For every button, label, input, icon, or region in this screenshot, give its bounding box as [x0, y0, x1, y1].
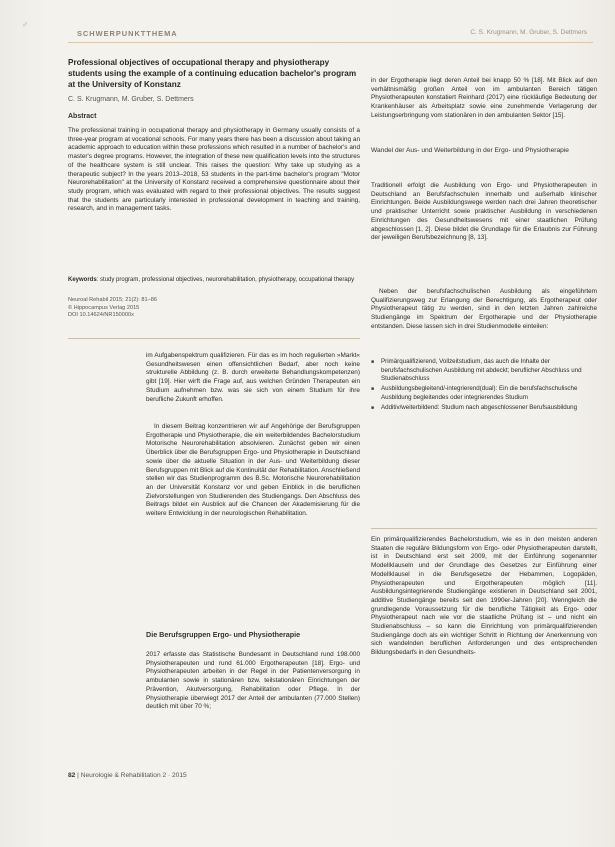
meta-line: DOI 10.14624/NR150000x: [68, 312, 134, 319]
meta-line: © Hippocampus Verlag 2015: [68, 304, 140, 311]
keywords-label: Keywords: [68, 277, 97, 283]
meta-line: Neuroal Rehabil 2015; 21(2): 81–86: [68, 297, 157, 303]
list-item: ■ Additiv/weiterbildend: Studium nach abgeschlossener Berufsausbildung: [371, 404, 597, 413]
journal-name: Neurologie & Rehabilitation 2 · 2015: [80, 772, 187, 779]
study-models-list: [371, 358, 597, 413]
right-paragraph-2: Traditionell erfolgt die Ausbildung von Ergo- und Physiotherapeuten in Deutschland an Berufsfachschulen innerhalb und außerhalb klinischer Einrichtungen. Beide Ausbildungswege werden nach drei Jahren theoretischer und praktischer Unterricht sowie praktischer Ausbildung in verschiedenen Einrichtungen des Gesundheitswesens mit einer staatlichen Prüfung abgeschlossen [1, 2]. Diese bildet die Grundlage für die Erlaubnis zur Führung der jeweiligen Berufsbezeichnung [8, 13].: [371, 182, 597, 242]
section-label: SCHWERPUNKTTHEMA: [77, 29, 178, 38]
list-item: ■ Ausbildungsbegleitend/-integrierend(dual): Ein die berufsfachschulische Ausbildung begleitendes oder integrierendes Studium: [371, 385, 597, 402]
right-paragraph-4: Ein primärqualifizierendes Bachelorstudium, wie es in den meisten anderen Staaten die reguläre Bildungsform von Ergo- oder Physiotherapeuten darstellt, ist in Deutschland erst seit 2009, mit der Einführung sogenannter Modellklauseln und der Grundlage des Gesetzes zur Einführung einer Modellklausel in die Berufsgesetze der Hebammen, Logopäden, Physiotherapeuten und Ergotherapeuten möglich [11]. Ausbildungsintegrierende Studiengänge existieren in Deutschland seit 2001, additive Studiengänge bereits seit den 1990er-Jahren [20]. Wenngleich die grundlegende Voraussetzung für die berufliche Tätigkeit als Ergo- oder Physiotherapeut nach wie vor die staatliche Prüfung ist – und nicht ein Studienabschluss – so kann die Einrichtung von primärqualifizierenden Studiengänge doch als ein wichtiger Schritt in Richtung der Anerkennung von sich wandelnden beruflichen Anforderungen und des entsprechenden Bildungsbedarfs in den Gesundheits-: [371, 536, 597, 657]
left-paragraph-1: im Aufgabenspektrum qualifizieren. Für das es im hoch regulierten »Markt« Gesundheitswesen einen offensichtlichen Bedarf, aber noch keine strukturelle Abbildung (z. B. durch erweiterte Behandlungskompetenzen) gibt [19]. Hier wirft die Frage auf, aus welchen Gründen Therapeuten ein Studium aufnehmen bzw. was sie sich von einem Studium für ihre berufliche Zukunft erhoffen.: [146, 352, 360, 403]
left-paragraph-2: In diesem Beitrag konzentrieren wir auf Angehörige der Berufsgruppen Ergotherapie und Physiotherapie, die ein weiterbildendes Bachelorstudium Motorische Neurorehabilitation absolvieren. Zunächst geben wir einen Überblick über die Berufsgruppen Ergo- und Physiotherapie in Deutschland sowie über die aktuelle Situation in der Aus- und Weiterbildung dieser Berufsgruppen mit Blick auf die Kontinuität der Rehabilitation. Anschließend stellen wir das Studienprogramm des B.Sc. Motorische Neurorehabilitation an der Universität Konstanz vor und geben Einblick in die beruflichen Zielvorstellungen von Studierenden des Studiengangs. Den Abschluss des Beitrags bildet ein Ausblick auf die Chancen der Akademisierung für die weitere Entwicklung in der neurologischen Rehabilitation.: [146, 423, 360, 518]
section-heading-training: Wandel der Aus- und Weiterbildung in der Ergo- und Physiotherapie: [371, 147, 569, 154]
header-divider: [68, 42, 593, 43]
keywords-text: study program, professional objectives, neurorehabilitation, physiotherapy, occupational therapy: [100, 277, 355, 283]
article-title: Professional objectives of occupational therapy and physiotherapy students using the example of a continuing education bachelor's program at the University of Konstanz: [68, 58, 357, 89]
corner-mark-icon: ✓: [22, 20, 29, 29]
abstract-divider: [68, 338, 360, 339]
section-heading-professions: Die Berufsgruppen Ergo- und Physiotherapie: [146, 630, 301, 639]
right-paragraph-3: Neben der berufsfachschulischen Ausbildung als eingeführtem Qualifizierungsweg zur Erlangung der Berechtigung, als Ergotherapeut oder Physiotherapeut tätig zu werden, sind in den letzten Jahren zahlreiche Studiengänge im Spektrum der Ergotherapie und der Physiotherapie entstanden. Diese lassen sich in drei Studienmodelle einteilen:: [371, 288, 597, 330]
article-authors: C. S. Krugmann, M. Gruber, S. Dettmers: [68, 96, 194, 103]
abstract-heading: Abstract: [68, 113, 97, 120]
article-meta: [68, 297, 157, 320]
page-number: 82: [68, 772, 76, 779]
right-paragraph-1: in der Ergotherapie liegt deren Anteil bei knapp 50 % [18]. Mit Blick auf den verhältnismäßig großen Anteil von im ambulanten Bereich tätigen Physiotherapeuten konstatiert Reinhard (2017) eine rückläufige Bedeutung der Krankenhäuser als Arbeitsplatz sowie eine zunehmende Verlagerung der Leistungserbringung vom stationären in den ambulanten Sektor [15].: [371, 77, 597, 119]
list-item: ■ Primärqualifizierend, Vollzeitstudium, das auch die Inhalte der berufsfachschulischen Ausbildung mit abdeckt; beruflicher Abschluss und Studienabschluss: [371, 358, 597, 384]
page-footer: 82 | Neurologie & Rehabilitation 2 · 2015: [68, 772, 187, 779]
abstract-text: The professional training in occupational therapy and physiotherapy in Germany usually consists of a three-year program at vocational schools. For many years there has been a discussion about taking an academic approach to education within these professions which resulted in a number of bachelor's and master's degree programs. However, the integration of these new qualification levels into the structures of the healthcare system is still unclear. This raises the question: Why take up studying as a therapeutic subject? In the years 2013–2018, 53 students in the part-time bachelor's program "Motor Neurorehabilitation" at the University of Konstanz received a comprehensive questionnaire about their study program, which was evaluated with regard to their professional objectives. The results suggest that the students are particularly interested in professional development in teaching and training, research, and in management tasks.: [68, 127, 360, 213]
keywords: Keywords: study program, professional objectives, neurorehabilitation, physiotherapy, occupational therapy: [68, 277, 355, 283]
right-divider: [371, 528, 597, 529]
left-paragraph-3: 2017 erfasste das Statistische Bundesamt in Deutschland rund 198.000 Physiotherapeuten und rund 61.000 Ergotherapeuten [18]. Ergo- und Physiotherapeuten arbeiten in der Regel in der Patientenversorgung in ambulanten sowie in stationären bzw. teilstationären Einrichtungen der Prävention, Akutversorgung, Rehabilitation oder Pflege. In der Physiotherapie überwiegt 2017 der Anteil der ambulanten (77.000 Stellen) deutlich mit über 70 %;: [146, 651, 360, 711]
header-authors: C. S. Krugmann, M. Gruber, S. Dettmers: [470, 29, 587, 36]
